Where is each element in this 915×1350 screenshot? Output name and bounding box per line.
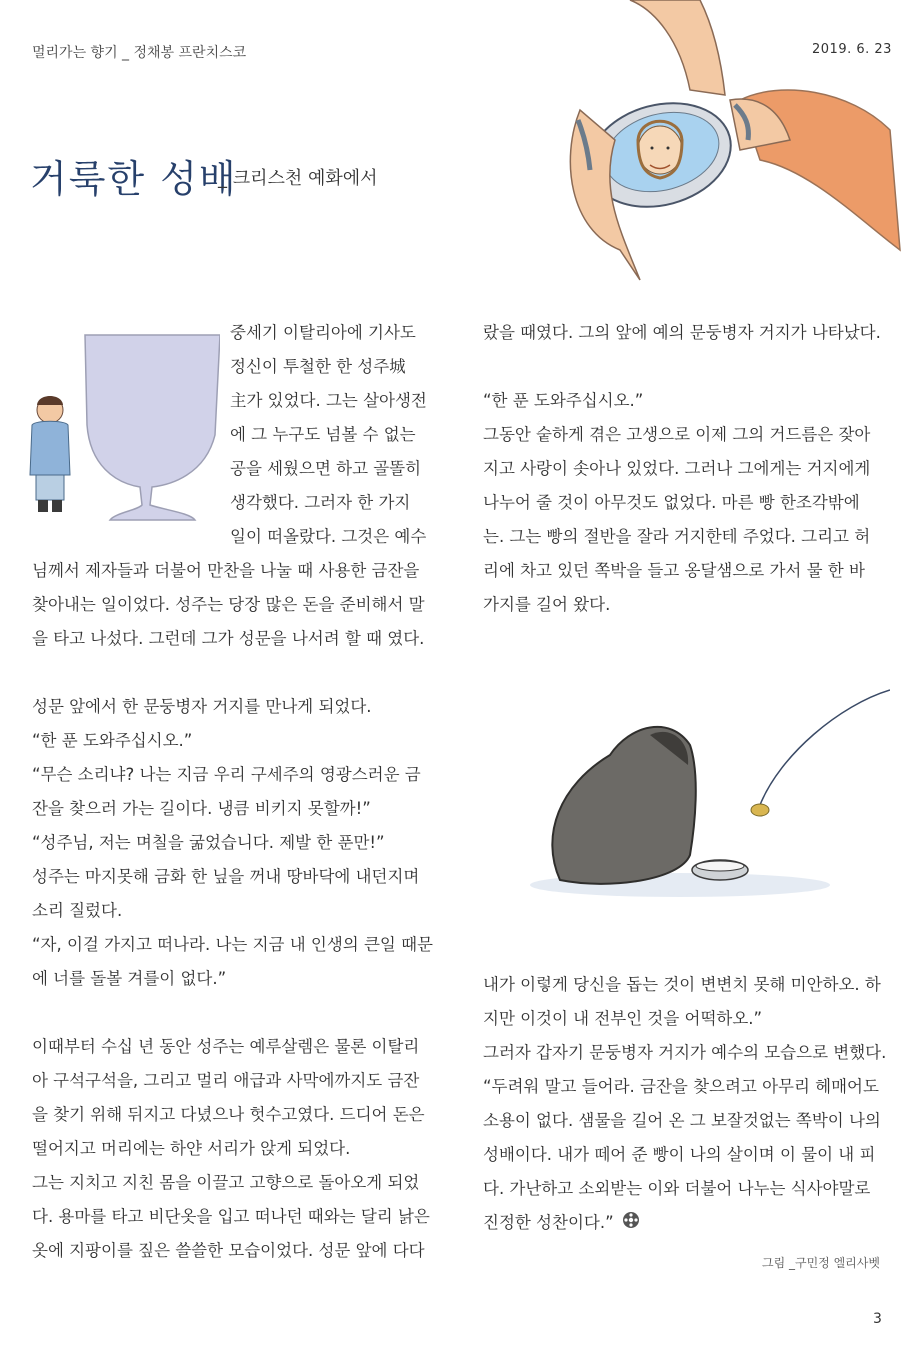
left-paragraph-1 [32, 554, 432, 656]
left-intro-text [230, 316, 430, 554]
text-line: “성주님, 저는 며칠을 굶었습니다. 제발 한 푼만!” [32, 833, 385, 852]
page-number: 3 [873, 1311, 882, 1327]
text-line: “자, 이걸 가지고 떠나라. 나는 지금 내 인생의 큰일 때문 [32, 935, 433, 954]
right-paragraph-2 [483, 968, 888, 1241]
text-line: 그는 지치고 지친 몸을 이끌고 고향으로 돌아오게 되었 [32, 1173, 420, 1192]
article-subtitle: _ 크리스천 예화에서 [218, 168, 378, 189]
left-paragraph-2 [32, 690, 442, 996]
end-mark-icon [622, 1207, 640, 1241]
right-paragraph-1 [483, 316, 888, 622]
text-line: 그동안 숱하게 겪은 고생으로 이제 그의 거드름은 잦아 [483, 425, 871, 444]
text-line: 소리 질렀다. [32, 901, 123, 920]
text-line: 공을 세웠으면 하고 골똘히 [230, 459, 422, 478]
illustration-credit: 그림 _구민정 엘리사벳 [762, 1256, 880, 1270]
text-line: 아 구석구석을, 그리고 멀리 애급과 사막에까지도 금잔 [32, 1071, 420, 1090]
text-line: 이때부터 수십 년 동안 성주는 예루살렘은 물론 이탈리 [32, 1037, 420, 1056]
text-line-last [483, 1206, 888, 1241]
text-line: 랐을 때였다. 그의 앞에 예의 문둥병자 거지가 나타났다. [483, 323, 881, 342]
chalice-illustration [20, 325, 220, 525]
text-line: 가지를 길어 왔다. [483, 595, 611, 614]
text-line: 중세기 이탈리아에 기사도 [230, 323, 416, 342]
text-line: “한 푼 도와주십시오.” [32, 731, 193, 750]
text-line: 내가 이렇게 당신을 돕는 것이 변변치 못해 미안하오. 하 [483, 975, 881, 994]
text-line: 을 찾기 위해 뒤지고 다녔으나 헛수고였다. 드디어 돈은 [32, 1105, 425, 1124]
text-line: 성문 앞에서 한 문둥병자 거지를 만나게 되었다. [32, 697, 372, 716]
text-line: 다. 용마를 타고 비단옷을 입고 떠나던 때와는 달리 낡은 [32, 1207, 430, 1226]
text-line: 정신이 투철한 한 성주城 [230, 357, 406, 376]
issue-date: 2019. 6. 23 [812, 42, 892, 57]
text-line: 그러자 갑자기 문둥병자 거지가 예수의 모습으로 변했다. [483, 1043, 887, 1062]
text-line: 지고 사랑이 솟아나 있었다. 그러나 그에게는 거지에게 [483, 459, 871, 478]
last-line-text: 진정한 성찬이다.” [483, 1213, 614, 1232]
left-paragraph-3 [32, 1030, 442, 1268]
text-line: 는. 그는 빵의 절반을 잘라 거지한테 주었다. 그리고 허 [483, 527, 871, 546]
text-line: “두려워 말고 들어라. 금잔을 찾으려고 아무리 헤매어도 [483, 1077, 879, 1096]
text-line: 소용이 없다. 샘물을 길어 온 그 보잘것없는 쪽박이 나의 [483, 1111, 881, 1130]
text-line: 다. 가난하고 소외받는 이와 더불어 나누는 식사야말로 [483, 1179, 871, 1198]
text-line: 성주는 마지못해 금화 한 닢을 꺼내 땅바닥에 내던지며 [32, 867, 420, 886]
text-line: 에 너를 돌볼 겨를이 없다.” [32, 969, 227, 988]
text-line: 일이 떠올랐다. 그것은 예수 [230, 527, 427, 546]
text-line: “한 푼 도와주십시오.” [483, 391, 644, 410]
text-line: 主가 있었다. 그는 살아생전 [230, 391, 427, 410]
text-line: 옷에 지팡이를 짚은 쓸쓸한 모습이었다. 성문 앞에 다다 [32, 1241, 425, 1260]
text-line: 떨어지고 머리에는 하얀 서리가 앉게 되었다. [32, 1139, 351, 1158]
bowl-illustration [560, 0, 905, 285]
article-title: 거룩한 성배 [30, 157, 238, 201]
text-line: 리에 차고 있던 쪽박을 들고 옹달샘으로 가서 물 한 바 [483, 561, 865, 580]
text-line: 성배이다. 내가 떼어 준 빵이 나의 살이며 이 물이 내 피 [483, 1145, 876, 1164]
text-line: 님께서 제자들과 더불어 만찬을 나눌 때 사용한 금잔을 [32, 561, 420, 580]
text-line: 찾아내는 일이었다. 성주는 당장 많은 돈을 준비해서 말 [32, 595, 425, 614]
series-title: 멀리가는 향기 _ 정채봉 프란치스코 [32, 45, 247, 61]
text-line: “무슨 소리냐? 나는 지금 우리 구세주의 영광스러운 금 [32, 765, 421, 784]
text-line: 지만 이것이 내 전부인 것을 어떡하오.” [483, 1009, 763, 1028]
text-line: 잔을 찾으러 가는 길이다. 냉큼 비키지 못할까!” [32, 799, 371, 818]
text-line: 생각했다. 그러자 한 가지 [230, 493, 411, 512]
beggar-illustration [520, 685, 890, 900]
text-line: 을 타고 나섰다. 그런데 그가 성문을 나서려 할 때 였다. [32, 629, 425, 648]
text-line [483, 350, 888, 384]
text-line: 나누어 줄 것이 아무것도 없었다. 마른 빵 한조각밖에 [483, 493, 860, 512]
text-line: 에 그 누구도 넘볼 수 없는 [230, 425, 416, 444]
